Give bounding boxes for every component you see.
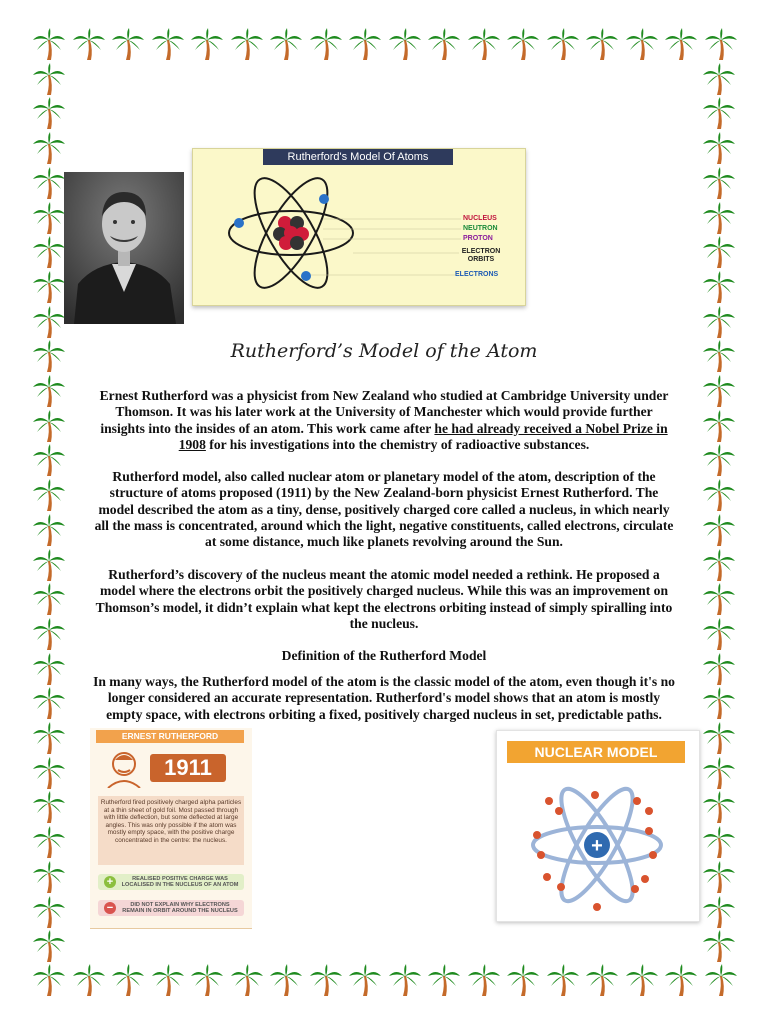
paragraph-model-description: Rutherford model, also called nuclear atom or planetary model of the atom, description of the structure of atoms proposed (1911) by the New Zealand-born physicist Ernest Rutherford. The model described the atom as a tiny, dense, positively charged core called a nucleus, in which nearly all the mass is concentrated, around which the light, negative constituents, called electrons, circulate at some distance, much like planets revolving around the Sun. — [94, 469, 674, 550]
palm-tree-icon — [72, 28, 106, 62]
palm-tree-icon — [664, 964, 698, 998]
label-nucleus: NUCLEUS — [463, 215, 497, 222]
palm-tree-icon — [546, 28, 580, 62]
paragraph-intro-text-end: for his investigations into the chemistry of radioactive substances. — [205, 436, 590, 452]
page-title: Rutherford’s Model of the Atom — [230, 340, 538, 362]
palm-tree-icon — [190, 964, 224, 998]
palm-tree-icon — [704, 28, 738, 62]
infographic-pro-row — [98, 874, 244, 890]
palm-tree-icon — [32, 896, 66, 930]
palm-tree-icon — [32, 583, 66, 617]
electron-dot — [301, 271, 311, 281]
palm-tree-icon — [625, 964, 659, 998]
infographic-description: Rutherford fired positively charged alpha particles at a thin sheet of gold foil. Most passed through with little deflection, but some deflected at large angles. This was only possible if the atom was mostly empty space, with the positive charge concentrated in the centre: the nucleus. — [98, 796, 244, 865]
palm-tree-icon — [388, 964, 422, 998]
palm-tree-icon — [32, 549, 66, 583]
palm-tree-icon — [72, 964, 106, 998]
electron-dot — [234, 218, 244, 228]
atom-diagram-title: Rutherford's Model Of Atoms — [263, 149, 453, 165]
palm-tree-icon — [32, 63, 66, 97]
electron-dot — [319, 194, 329, 204]
palm-tree-icon — [702, 757, 736, 791]
palm-tree-icon — [32, 826, 66, 860]
palm-tree-icon — [32, 861, 66, 895]
palm-tree-icon — [32, 132, 66, 166]
nuclear-model-figure — [496, 730, 700, 922]
palm-tree-icon — [702, 687, 736, 721]
palm-tree-icon — [32, 306, 66, 340]
palm-tree-icon — [702, 202, 736, 236]
palm-tree-icon — [269, 28, 303, 62]
palm-tree-icon — [309, 964, 343, 998]
palm-tree-icon — [702, 271, 736, 305]
palm-tree-icon — [32, 757, 66, 791]
infographic-pro-text: REALISED POSITIVE CHARGE WAS LOCALISED IN THE NUCLEUS OF AN ATOM — [121, 876, 239, 889]
paragraph-definition: In many ways, the Rutherford model of the atom is the classic model of the atom, even though it's no longer considered an accurate representation. Rutherford's model shows that an atom is mostly empty space, with electrons orbiting a fixed, positively charged nucleus in set, predictable paths. — [93, 674, 675, 722]
infographic-year: 1911 — [150, 754, 226, 782]
palm-tree-icon — [702, 375, 736, 409]
minus-icon: − — [104, 902, 116, 914]
paragraph-intro — [92, 388, 676, 453]
palm-tree-icon — [467, 964, 501, 998]
palm-tree-icon — [32, 930, 66, 964]
palm-tree-icon — [664, 28, 698, 62]
palm-tree-icon — [348, 28, 382, 62]
palm-tree-icon — [702, 861, 736, 895]
palm-tree-icon — [702, 97, 736, 131]
label-neutron: NEUTRON — [463, 225, 498, 232]
label-proton: PROTON — [463, 235, 493, 242]
palm-tree-icon — [32, 202, 66, 236]
nuclear-model-illustration — [497, 731, 699, 921]
palm-tree-icon — [702, 583, 736, 617]
infographic-name: ERNEST RUTHERFORD — [96, 730, 244, 743]
palm-tree-icon — [702, 549, 736, 583]
palm-tree-icon — [702, 306, 736, 340]
palm-tree-icon — [585, 28, 619, 62]
palm-tree-icon — [32, 722, 66, 756]
palm-tree-icon — [32, 97, 66, 131]
nobel-prize-link[interactable]: he had already received a Nobel Prize in 1908 — [178, 420, 668, 452]
rutherford-portrait — [64, 172, 184, 324]
palm-tree-icon — [625, 28, 659, 62]
palm-tree-icon — [702, 826, 736, 860]
palm-tree-icon — [702, 236, 736, 270]
palm-tree-icon — [32, 687, 66, 721]
palm-tree-icon — [702, 444, 736, 478]
infographic-con-text: DID NOT EXPLAIN WHY ELECTRONS REMAIN IN ORBIT AROUND THE NUCLEUS — [122, 902, 238, 915]
palm-tree-icon — [467, 28, 501, 62]
palm-tree-icon — [32, 28, 66, 62]
palm-tree-icon — [702, 791, 736, 825]
nuclear-model-header: NUCLEAR MODEL — [507, 741, 685, 763]
palm-tree-icon — [546, 964, 580, 998]
palm-tree-icon — [32, 236, 66, 270]
plus-icon: + — [104, 876, 116, 888]
palm-tree-icon — [32, 444, 66, 478]
palm-tree-icon — [269, 964, 303, 998]
nucleus-icon — [273, 216, 309, 250]
palm-tree-icon — [702, 132, 736, 166]
label-electron-orbits: ELECTRON ORBITS — [461, 248, 501, 263]
ernest-rutherford-infographic — [90, 728, 252, 929]
palm-tree-icon — [702, 896, 736, 930]
palm-tree-icon — [32, 271, 66, 305]
palm-tree-icon — [151, 28, 185, 62]
palm-tree-icon — [309, 28, 343, 62]
palm-tree-icon — [32, 618, 66, 652]
palm-tree-icon — [427, 964, 461, 998]
palm-tree-icon — [702, 722, 736, 756]
palm-tree-icon — [702, 479, 736, 513]
palm-tree-icon — [506, 964, 540, 998]
palm-tree-icon — [427, 28, 461, 62]
palm-tree-icon — [230, 964, 264, 998]
label-electrons: ELECTRONS — [455, 271, 499, 278]
definition-heading: Definition of the Rutherford Model — [281, 648, 487, 663]
palm-tree-icon — [702, 514, 736, 548]
infographic-con-row — [98, 900, 244, 916]
palm-tree-icon — [32, 375, 66, 409]
palm-tree-icon — [702, 167, 736, 201]
palm-tree-icon — [32, 479, 66, 513]
palm-tree-icon — [32, 167, 66, 201]
nucleus-plus-symbol: + — [591, 835, 603, 857]
palm-tree-icon — [32, 791, 66, 825]
palm-tree-icon — [32, 410, 66, 444]
palm-tree-icon — [32, 964, 66, 998]
palm-tree-icon — [585, 964, 619, 998]
rutherford-atom-diagram — [192, 148, 526, 306]
palm-tree-icon — [702, 63, 736, 97]
palm-tree-icon — [702, 930, 736, 964]
palm-tree-icon — [230, 28, 264, 62]
paragraph-intro-text: Ernest Rutherford was a physicist from New Zealand who studied at Cambridge University under Thomson. It was his later work at the University of Manchester which would provide further insights into the insides of an atom. This work came after — [99, 388, 669, 436]
palm-tree-icon — [506, 28, 540, 62]
palm-tree-icon — [702, 410, 736, 444]
palm-tree-icon — [704, 964, 738, 998]
paragraph-discovery: Rutherford’s discovery of the nucleus meant the atomic model needed a rethink. He proposed a model where the electrons orbit the positively charged nucleus. While this was an improvement on Thomson’s model, it didn’t explain what kept the electrons orbiting instead of simply spiralling into the nucleus. — [95, 567, 673, 631]
palm-tree-icon — [388, 28, 422, 62]
palm-tree-icon — [151, 964, 185, 998]
palm-tree-icon — [702, 618, 736, 652]
scientist-icon — [104, 748, 144, 788]
palm-tree-icon — [348, 964, 382, 998]
palm-tree-icon — [32, 514, 66, 548]
palm-tree-icon — [111, 964, 145, 998]
portrait-illustration — [64, 172, 184, 324]
palm-tree-icon — [111, 28, 145, 62]
palm-tree-icon — [190, 28, 224, 62]
